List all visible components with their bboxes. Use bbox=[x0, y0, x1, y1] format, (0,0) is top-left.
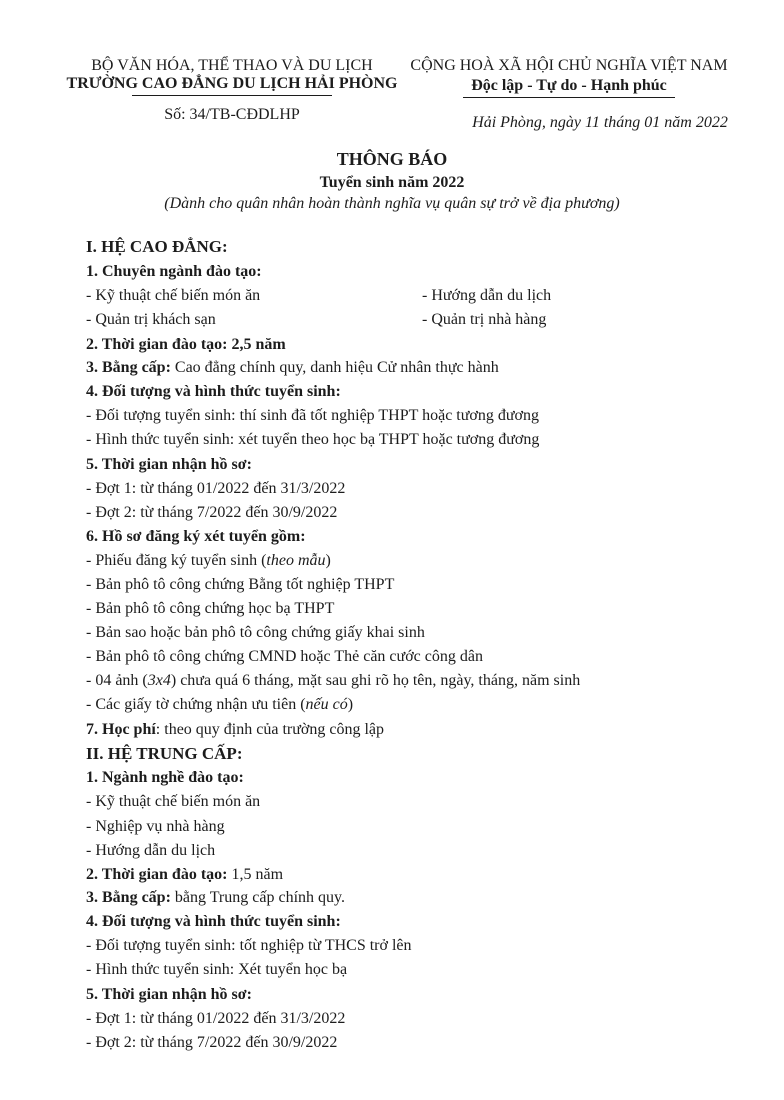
trung-cap-degree bbox=[86, 888, 345, 908]
cao-dang-period-item: - Đợt 1: từ tháng 01/2022 đến 31/3/2022 bbox=[86, 480, 346, 497]
trung-cap-admission-heading: 4. Đối tượng và hình thức tuyển sinh: bbox=[86, 913, 341, 930]
trung-cap-duration bbox=[86, 865, 283, 885]
cao-dang-period-heading: 5. Thời gian nhận hồ sơ: bbox=[86, 456, 252, 473]
national-motto: Độc lập - Tự do - Hạnh phúc bbox=[471, 77, 667, 94]
cao-dang-tuition bbox=[86, 720, 384, 740]
trung-cap-major-item: - Kỹ thuật chế biến món ăn bbox=[86, 793, 261, 810]
motto-underline bbox=[463, 97, 675, 98]
notice-title: THÔNG BÁO bbox=[336, 149, 448, 169]
cao-dang-admission-heading: 4. Đối tượng và hình thức tuyển sinh: bbox=[86, 383, 341, 400]
cao-dang-dossier-heading: 6. Hồ sơ đăng ký xét tuyển gồm: bbox=[86, 528, 306, 545]
trung-cap-majors-heading: 1. Ngành nghề đào tạo: bbox=[86, 769, 244, 786]
dossier-text: ) bbox=[347, 696, 354, 713]
dossier-text: - Phiếu đăng ký tuyển sinh ( bbox=[86, 552, 267, 569]
school-underline bbox=[132, 95, 332, 96]
cao-dang-period-item: - Đợt 2: từ tháng 7/2022 đến 30/9/2022 bbox=[86, 504, 338, 521]
cao-dang-major-item: - Quản trị nhà hàng bbox=[422, 311, 547, 328]
trung-cap-major-item: - Hướng dẫn du lịch bbox=[86, 842, 216, 859]
section-trung-cap-heading: II. HỆ TRUNG CẤP: bbox=[86, 744, 243, 763]
cao-dang-degree-value: Cao đẳng chính quy, danh hiệu Cử nhân thực hành bbox=[170, 359, 499, 376]
degree-label: 3. Bằng cấp: bbox=[86, 889, 171, 906]
duration-label: 2. Thời gian đào tạo: bbox=[86, 866, 228, 883]
trung-cap-period-item: - Đợt 1: từ tháng 01/2022 đến 31/3/2022 bbox=[86, 1010, 346, 1027]
ministry-name: BỘ VĂN HÓA, THỂ THAO VÀ DU LỊCH bbox=[91, 57, 373, 74]
trung-cap-major-item: - Nghiệp vụ nhà hàng bbox=[86, 818, 225, 835]
notice-subtitle: Tuyển sinh năm 2022 bbox=[319, 174, 465, 191]
dossier-text-italic: 3x4 bbox=[147, 672, 171, 689]
tuition-label: 7. Học phí bbox=[86, 721, 156, 738]
trung-cap-admission-item: - Đối tượng tuyển sinh: tốt nghiệp từ THCS trở lên bbox=[86, 937, 412, 954]
dossier-text-italic: theo mẫu bbox=[266, 552, 326, 569]
trung-cap-period-item: - Đợt 2: từ tháng 7/2022 đến 30/9/2022 bbox=[86, 1034, 338, 1051]
cao-dang-major-item: - Quản trị khách sạn bbox=[86, 311, 216, 328]
cao-dang-dossier-item: - Bản sao hoặc bản phô tô công chứng giấy khai sinh bbox=[86, 624, 425, 641]
cao-dang-major-item: - Hướng dẫn du lịch bbox=[422, 287, 552, 304]
dossier-text: - 04 ảnh ( bbox=[86, 672, 148, 689]
cao-dang-majors-heading: 1. Chuyên ngành đào tạo: bbox=[86, 263, 262, 280]
dossier-text-italic: nếu có bbox=[305, 696, 348, 713]
cao-dang-dossier-item bbox=[86, 695, 353, 715]
cao-dang-dossier-item: - Bản phô tô công chứng học bạ THPT bbox=[86, 600, 335, 617]
cao-dang-duration: 2. Thời gian đào tạo: 2,5 năm bbox=[86, 336, 286, 353]
cao-dang-degree bbox=[86, 358, 499, 378]
degree-value: bằng Trung cấp chính quy. bbox=[170, 889, 345, 906]
document-number: Số: 34/TB-CĐDLHP bbox=[164, 106, 300, 123]
duration-value: 1,5 năm bbox=[227, 866, 284, 883]
tuition-value: : theo quy định của trường công lập bbox=[155, 721, 384, 738]
cao-dang-admission-item: - Đối tượng tuyển sinh: thí sinh đã tốt nghiệp THPT hoặc tương đương bbox=[86, 407, 540, 424]
cao-dang-dossier-item bbox=[86, 551, 331, 571]
dossier-text: ) chưa quá 6 tháng, mặt sau ghi rõ họ tên, ngày, tháng, năm sinh bbox=[170, 672, 581, 689]
trung-cap-period-heading: 5. Thời gian nhận hồ sơ: bbox=[86, 986, 252, 1003]
place-date: Hải Phòng, ngày 11 tháng 01 năm 2022 bbox=[472, 114, 728, 131]
cao-dang-major-item: - Kỹ thuật chế biến món ăn bbox=[86, 287, 261, 304]
cao-dang-dossier-item: - Bản phô tô công chứng Bằng tốt nghiệp THPT bbox=[86, 576, 395, 593]
dossier-text: ) bbox=[325, 552, 331, 569]
nation-name: CỘNG HOÀ XÃ HỘI CHỦ NGHĨA VIỆT NAM bbox=[410, 57, 728, 74]
section-cao-dang-heading: I. HỆ CAO ĐẲNG: bbox=[86, 237, 228, 256]
trung-cap-admission-item: - Hình thức tuyển sinh: Xét tuyển học bạ bbox=[86, 961, 348, 978]
notice-note: (Dành cho quân nhân hoàn thành nghĩa vụ quân sự trở về địa phương) bbox=[164, 195, 620, 212]
dossier-text: - Các giấy tờ chứng nhận ưu tiên ( bbox=[86, 696, 306, 713]
cao-dang-degree-label: 3. Bằng cấp: bbox=[86, 359, 171, 376]
cao-dang-dossier-item: - Bản phô tô công chứng CMND hoặc Thẻ căn cước công dân bbox=[86, 648, 483, 665]
cao-dang-dossier-item bbox=[86, 671, 580, 691]
cao-dang-admission-item: - Hình thức tuyển sinh: xét tuyển theo học bạ THPT hoặc tương đương bbox=[86, 431, 540, 448]
school-name: TRƯỜNG CAO ĐẲNG DU LỊCH HẢI PHÒNG bbox=[66, 75, 398, 92]
